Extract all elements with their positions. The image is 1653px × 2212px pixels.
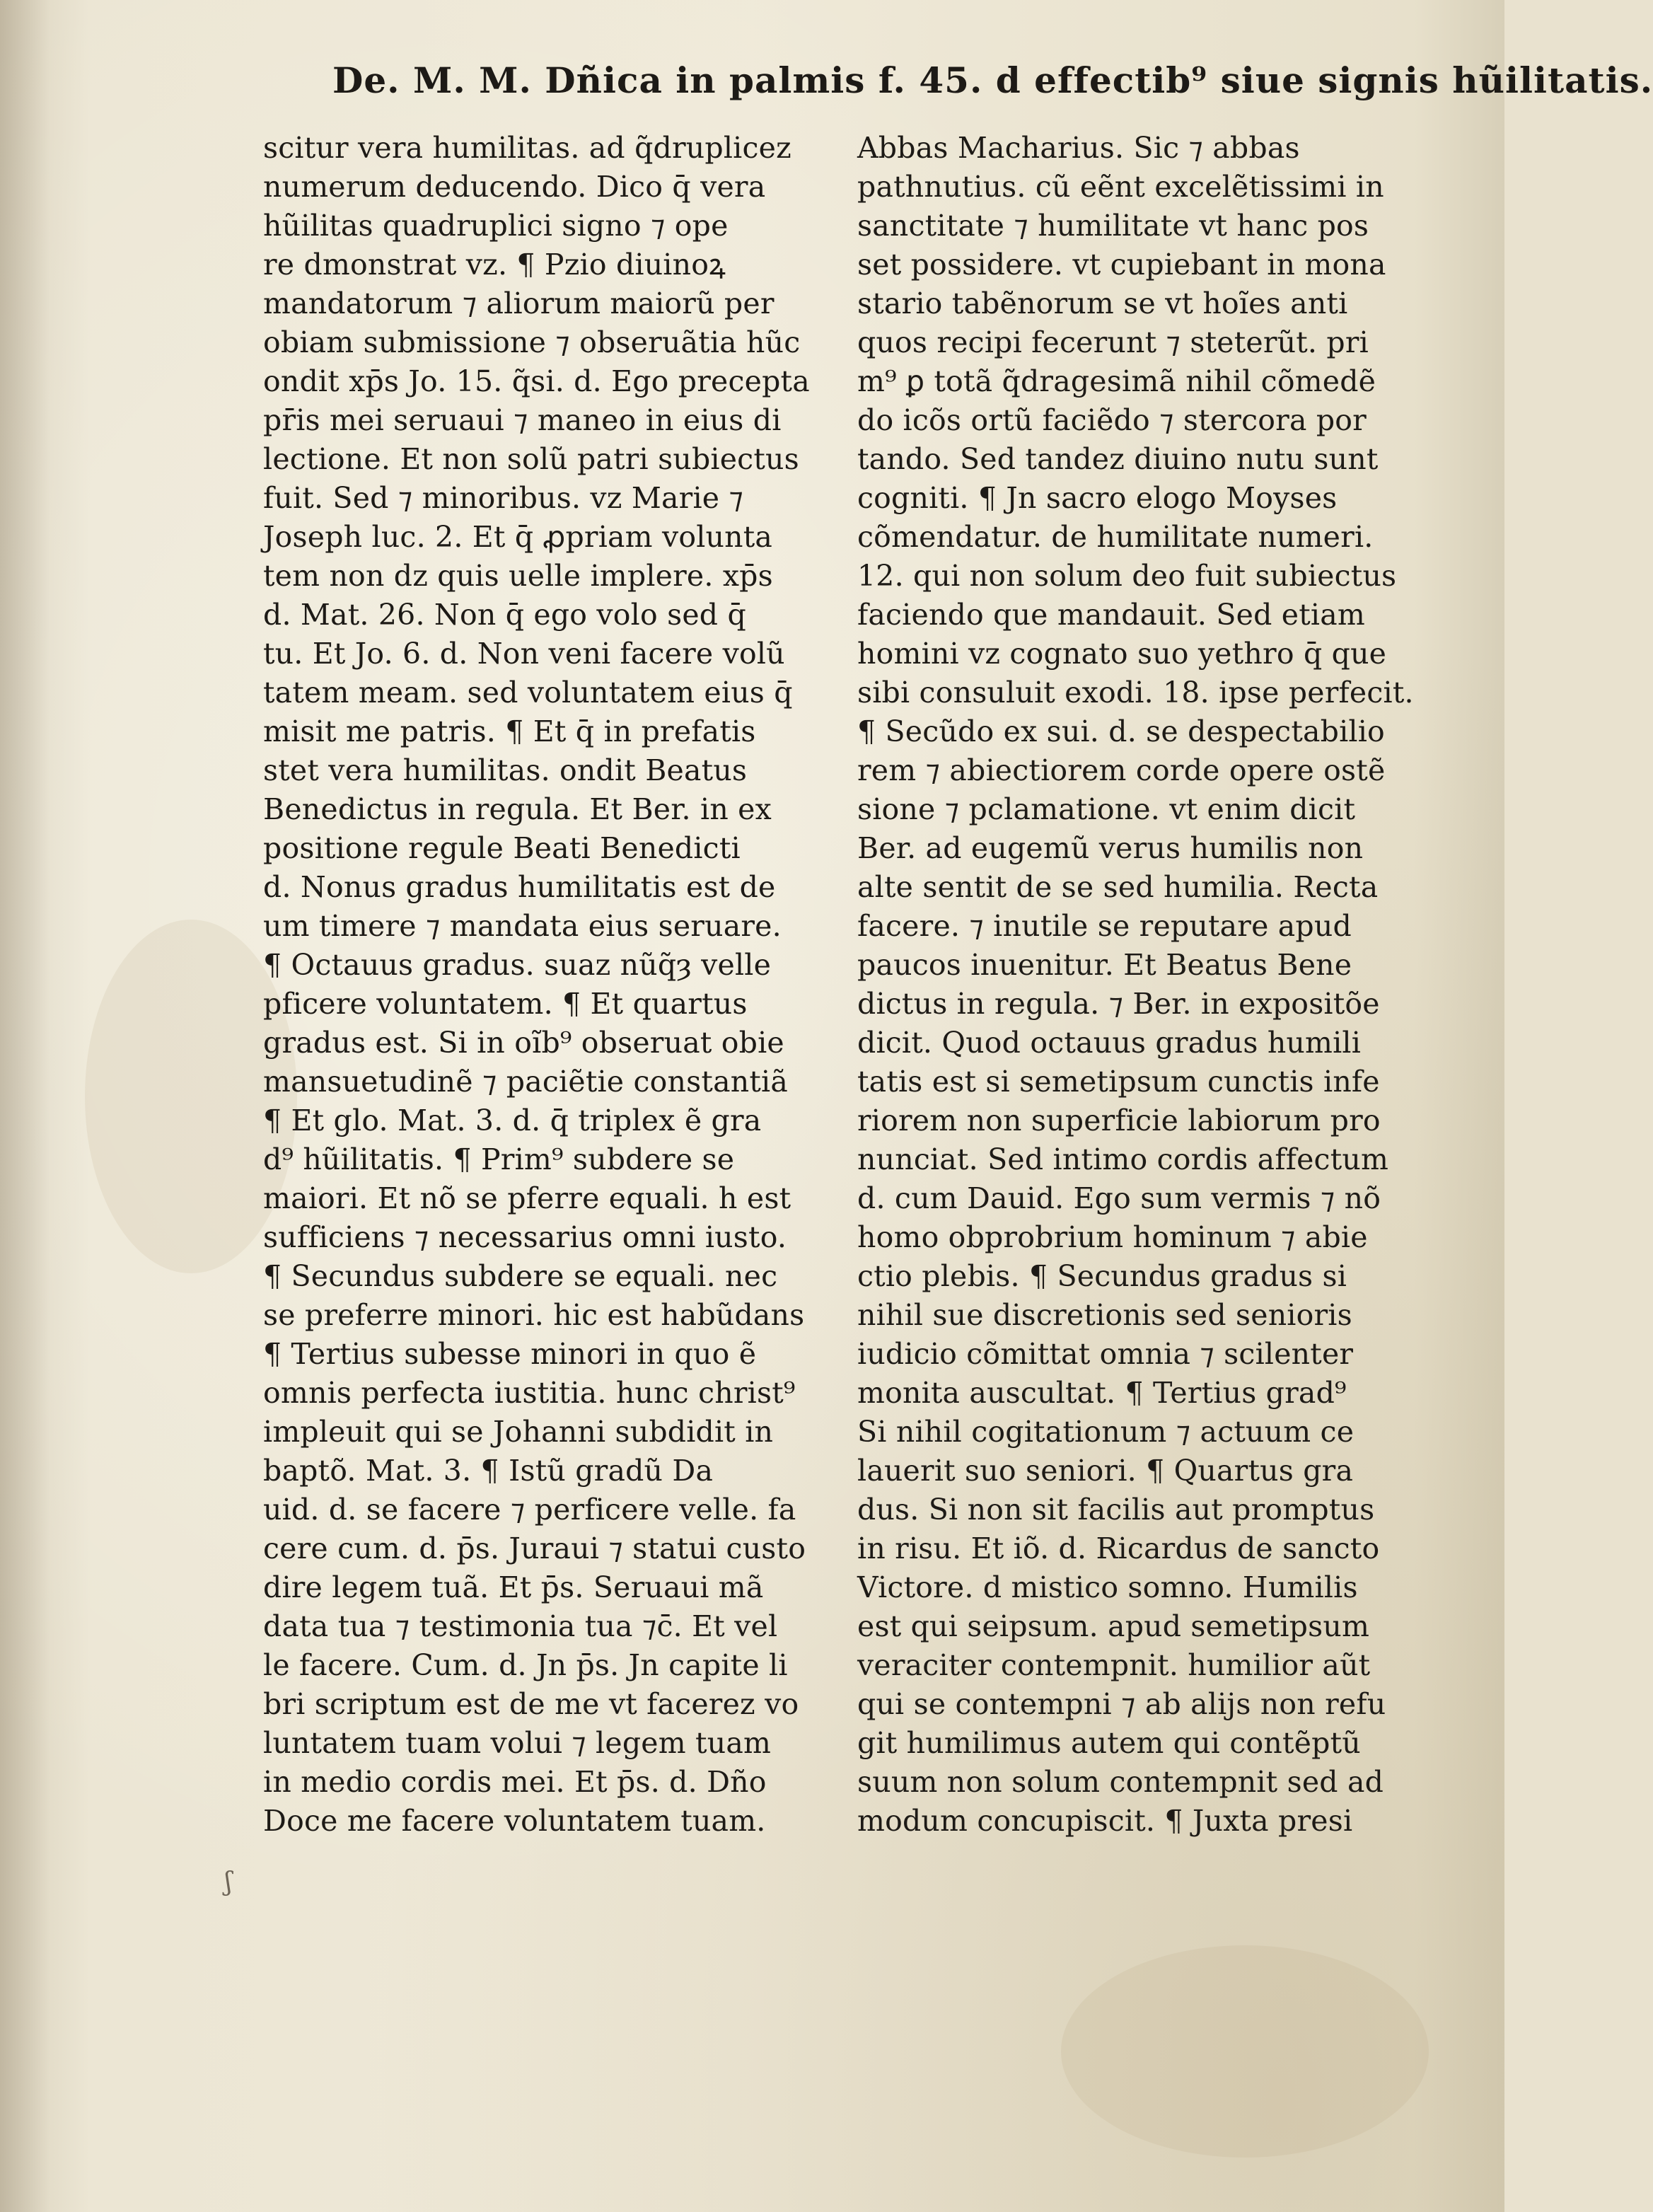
text-line: positione regule Beati Benedicti bbox=[263, 831, 741, 865]
text-line: hũilitas quadruplici signo ⁊ ope bbox=[263, 209, 729, 243]
text-line: Si nihil cogitationum ⁊ actuum ce bbox=[857, 1415, 1355, 1449]
text-line: dire legem tuã. Et p̄s. Seruaui mã bbox=[263, 1570, 764, 1604]
text-line: tatis est si semetipsum cunctis infe bbox=[857, 1065, 1380, 1099]
text-line: lauerit suo seniori. ¶ Quartus gra bbox=[857, 1454, 1354, 1488]
text-line: monita auscultat. ¶ Tertius grad⁹ bbox=[857, 1376, 1347, 1410]
text-line: sufficiens ⁊ necessarius omni iusto. bbox=[263, 1220, 787, 1254]
text-line: numerum deducendo. Dico q̄ vera bbox=[263, 170, 766, 204]
text-line: ¶ Et glo. Mat. 3. d. q̄ triplex ẽ gra bbox=[263, 1104, 762, 1137]
text-line: Benedictus in regula. Et Ber. in ex bbox=[263, 792, 772, 826]
left-text-column bbox=[263, 129, 850, 1848]
text-line: d⁹ hũilitatis. ¶ Prim⁹ subdere se bbox=[263, 1142, 735, 1176]
text-line: scitur vera humilitas. ad q̃druplicez bbox=[263, 131, 791, 165]
text-line: homini vz cognato suo yethro q̄ que bbox=[857, 637, 1387, 671]
text-line: ctio plebis. ¶ Secundus gradus si bbox=[857, 1259, 1347, 1293]
text-line: cõmendatur. de humilitate numeri. bbox=[857, 520, 1374, 554]
text-line: d. cum Dauid. Ego sum vermis ⁊ nõ bbox=[857, 1181, 1381, 1215]
text-line: pficere voluntatem. ¶ Et quartus bbox=[263, 987, 748, 1021]
margin-mark: ʃ bbox=[225, 1868, 232, 1897]
text-line: pr̄is mei seruaui ⁊ maneo in eius di bbox=[263, 403, 782, 437]
text-line: modum concupiscit. ¶ Juxta presi bbox=[857, 1804, 1353, 1838]
text-line: set possidere. vt cupiebant in mona bbox=[857, 248, 1386, 282]
text-line: sione ⁊ pclamatione. vt enim dicit bbox=[857, 792, 1356, 826]
text-line: in medio cordis mei. Et p̄s. d. Dño bbox=[263, 1765, 767, 1799]
text-line: rem ⁊ abiectiorem corde opere ostẽ bbox=[857, 753, 1386, 787]
text-line: fuit. Sed ⁊ minoribus. vz Marie ⁊ bbox=[263, 481, 744, 515]
text-line: ondit xp̄s Jo. 15. q̃si. d. Ego precepta bbox=[263, 364, 810, 398]
text-line: quos recipi fecerunt ⁊ steterũt. pri bbox=[857, 325, 1369, 359]
text-line: Joseph luc. 2. Et q̄ ꝓpriam volunta bbox=[263, 520, 773, 554]
text-line: paucos inuenitur. Et Beatus Bene bbox=[857, 948, 1352, 982]
text-line: d. Nonus gradus humilitatis est de bbox=[263, 870, 776, 904]
text-line: sibi consuluit exodi. 18. ipse perfecit. bbox=[857, 676, 1414, 710]
text-line: tando. Sed tandez diuino nutu sunt bbox=[857, 442, 1379, 476]
text-line: mandatorum ⁊ aliorum maiorũ per bbox=[263, 286, 775, 320]
text-line: cogniti. ¶ Jn sacro elogo Moyses bbox=[857, 481, 1338, 515]
text-line: sanctitate ⁊ humilitate vt hanc pos bbox=[857, 209, 1369, 243]
text-line: git humilimus autem qui contẽptũ bbox=[857, 1726, 1361, 1760]
text-line: dictus in regula. ⁊ Ber. in expositõe bbox=[857, 987, 1380, 1021]
text-line: in risu. Et iõ. d. Ricardus de sancto bbox=[857, 1531, 1380, 1565]
text-line: lectione. Et non solũ patri subiectus bbox=[263, 442, 799, 476]
text-line: obiam submissione ⁊ obseruãtia hũc bbox=[263, 325, 801, 359]
text-line: tem non dz quis uelle implere. xp̄s bbox=[263, 559, 773, 593]
text-line: Doce me facere voluntatem tuam. bbox=[263, 1804, 766, 1838]
text-line: stet vera humilitas. ondit Beatus bbox=[263, 753, 748, 787]
text-line: faciendo que mandauit. Sed etiam bbox=[857, 598, 1365, 632]
right-text-column bbox=[857, 129, 1423, 1848]
text-line: nihil sue discretionis sed senioris bbox=[857, 1298, 1352, 1332]
text-line: Victore. d mistico somno. Humilis bbox=[857, 1570, 1358, 1604]
text-line: ¶ Tertius subesse minori in quo ẽ bbox=[263, 1337, 757, 1371]
text-line: misit me patris. ¶ Et q̄ in prefatis bbox=[263, 714, 756, 748]
text-line: omnis perfecta iustitia. hunc christ⁹ bbox=[263, 1376, 796, 1410]
text-line: le facere. Cum. d. Jn p̄s. Jn capite li bbox=[263, 1648, 788, 1682]
paper-stain bbox=[1061, 1945, 1429, 2158]
text-line: luntatem tuam volui ⁊ legem tuam bbox=[263, 1726, 772, 1760]
text-line: data tua ⁊ testimonia tua ⁊c̄. Et vel bbox=[263, 1609, 778, 1643]
text-line: ¶ Secũdo ex sui. d. se despectabilio bbox=[857, 714, 1385, 748]
text-line: ¶ Secundus subdere se equali. nec bbox=[263, 1259, 778, 1293]
running-head: De. M. M. Dñica in palmis f. 45. d effectib⁹ siue signis hũilitatis. bbox=[332, 59, 1653, 101]
text-line: est qui seipsum. apud semetipsum bbox=[857, 1609, 1370, 1643]
text-line: uid. d. se facere ⁊ perficere velle. fa bbox=[263, 1493, 796, 1527]
text-line: suum non solum contempnit sed ad bbox=[857, 1765, 1384, 1799]
text-line: ¶ Octauus gradus. suaz nũq̃ȝ velle bbox=[263, 948, 772, 982]
text-line: nunciat. Sed intimo cordis affectum bbox=[857, 1142, 1389, 1176]
text-line: dicit. Quod octauus gradus humili bbox=[857, 1026, 1362, 1060]
text-line: alte sentit de se sed humilia. Recta bbox=[857, 870, 1379, 904]
gutter-shadow bbox=[0, 0, 50, 2212]
text-line: mansuetudinẽ ⁊ paciẽtie constantiã bbox=[263, 1065, 788, 1099]
text-line: re dmonstrat vz. ¶ Pzio diuinoꝝ bbox=[263, 248, 726, 282]
text-line: dus. Si non sit facilis aut promptus bbox=[857, 1493, 1375, 1527]
text-line: gradus est. Si in oĩb⁹ obseruat obie bbox=[263, 1026, 784, 1060]
text-line: facere. ⁊ inutile se reputare apud bbox=[857, 909, 1352, 943]
text-line: iudicio cõmittat omnia ⁊ scilenter bbox=[857, 1337, 1354, 1371]
text-line: riorem non superficie labiorum pro bbox=[857, 1104, 1381, 1137]
text-line: stario tabẽnorum se vt hoĩes anti bbox=[857, 286, 1348, 320]
text-line: tatem meam. sed voluntatem eius q̄ bbox=[263, 676, 793, 710]
text-line: do icõs ortũ faciẽdo ⁊ stercora por bbox=[857, 403, 1367, 437]
text-line: homo obprobrium hominum ⁊ abie bbox=[857, 1220, 1368, 1254]
text-line: qui se contempni ⁊ ab alijs non refu bbox=[857, 1687, 1386, 1721]
text-line: bri scriptum est de me vt facerez vo bbox=[263, 1687, 799, 1721]
text-line: pathnutius. cũ eẽnt excelẽtissimi in bbox=[857, 170, 1384, 204]
text-line: Abbas Macharius. Sic ⁊ abbas bbox=[857, 131, 1300, 165]
text-line: cere cum. d. p̄s. Juraui ⁊ statui custo bbox=[263, 1531, 806, 1565]
text-line: 12. qui non solum deo fuit subiectus bbox=[857, 559, 1397, 593]
text-line: baptõ. Mat. 3. ¶ Istũ gradũ Da bbox=[263, 1454, 714, 1488]
text-line: Ber. ad eugemũ verus humilis non bbox=[857, 831, 1364, 865]
text-line: se preferre minori. hic est habũdans bbox=[263, 1298, 805, 1332]
text-line: d. Mat. 26. Non q̄ ego volo sed q̄ bbox=[263, 598, 746, 632]
text-line: veraciter contempnit. humilior aũt bbox=[857, 1648, 1371, 1682]
text-line: m⁹ ꝑ totã q̃dragesimã nihil cõmedẽ bbox=[857, 364, 1376, 398]
text-line: tu. Et Jo. 6. d. Non veni facere volũ bbox=[263, 637, 785, 671]
text-line: um timere ⁊ mandata eius seruare. bbox=[263, 909, 782, 943]
text-line: maiori. Et nõ se pferre equali. h est bbox=[263, 1181, 791, 1215]
text-line: impleuit qui se Johanni subdidit in bbox=[263, 1415, 774, 1449]
